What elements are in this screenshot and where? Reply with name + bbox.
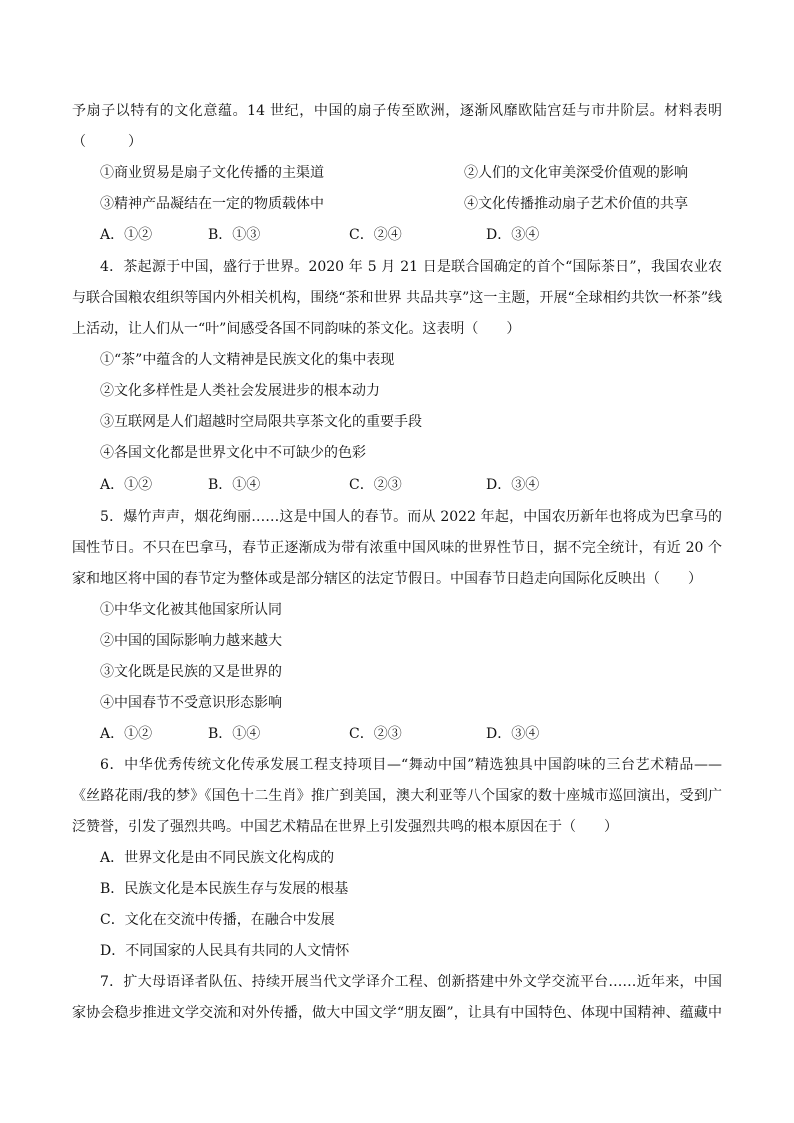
q3-choice-a: A．①② [100, 227, 153, 243]
q3-choice-c: C．②④ [349, 227, 402, 243]
q5-choice-b: B．①④ [208, 726, 261, 742]
q7-stem-line2: 家协会稳步推进文学交流和对外传播，做大中国文学“朋友圈”，让具有中国特色、体现中国精神、蕴藏中 [72, 1005, 722, 1021]
q4-stem-line3: 上活动，让人们从一“叶”间感受各国不同韵味的茶文化。这表明（ ） [72, 321, 521, 337]
q3-option-3: ③精神产品凝结在一定的物质载体中 [100, 196, 324, 212]
q5-option-2: ②中国的国际影响力越来越大 [100, 633, 282, 649]
q6-stem-line2: 《丝路花雨/我的梦》《国色十二生肖》推广到美国，澳大利亚等八个国家的数十座城市巡回演出，受到广 [72, 788, 722, 804]
q5-stem-line2: 国性节日。不只在巴拿马，春节正逐渐成为带有浓重中国风味的世界性节日，据不完全统计，有近 20 个 [72, 540, 722, 556]
q7-stem-line1: 7．扩大母语译者队伍、持续开展当代文学译介工程、创新搭建中外文学交流平台……近年来，中国 [100, 974, 722, 990]
q3-choices [100, 224, 700, 246]
q5-choices [100, 723, 700, 745]
q4-option-1: ①“茶”中蕴含的人文精神是民族文化的集中表现 [100, 352, 395, 368]
q4-option-3: ③互联网是人们超越时空局限共享茶文化的重要手段 [100, 414, 422, 430]
q4-option-4: ④各国文化都是世界文化中不可缺少的色彩 [100, 445, 366, 461]
q4-stem-line1: 4．茶起源于中国，盛行于世界。2020 年 5 月 21 日是联合国确定的首个“国际茶日”，我国农业农 [100, 259, 722, 275]
q4-choices [100, 474, 700, 496]
q5-choice-c: C．②③ [349, 726, 402, 742]
q3-option-4: ④文化传播推动扇子艺术价值的共享 [464, 196, 688, 212]
q4-stem-line2: 与联合国粮农组织等国内外相关机构，围绕“茶和世界 共品共享”这一主题，开展“全球相约共饮一杯茶”线 [72, 290, 722, 306]
q6-stem-line3: 泛赞誉，引发了强烈共鸣。中国艺术精品在世界上引发强烈共鸣的根本原因在于（ ） [72, 819, 618, 835]
q3-choice-b: B．①③ [208, 227, 261, 243]
q5-stem-line3: 家和地区将中国的春节定为整体或是部分辖区的法定节假日。中国春节日趋走向国际化反映出（ ） [72, 571, 702, 587]
q5-stem-line1: 5．爆竹声声，烟花绚丽……这是中国人的春节。而从 2022 年起，中国农历新年也将成为巴拿马的 [100, 509, 722, 525]
q4-choice-b: B．①④ [208, 477, 261, 493]
q4-choice-d: D．③④ [486, 477, 540, 493]
q3-option-2: ②人们的文化审美深受价值观的影响 [464, 165, 688, 181]
q5-choice-d: D．③④ [486, 726, 540, 742]
q6-option-b: B．民族文化是本民族生存与发展的根基 [100, 881, 349, 897]
q5-option-4: ④中国春节不受意识形态影响 [100, 695, 282, 711]
q6-stem-line1: 6．中华优秀传统文化传承发展工程支持项目—“舞动中国”精选独具中国韵味的三台艺术精品—— [100, 757, 722, 773]
q3-option-1: ①商业贸易是扇子文化传播的主渠道 [100, 165, 324, 181]
q3-choice-d: D．③④ [486, 227, 540, 243]
q4-choice-a: A．①② [100, 477, 153, 493]
q6-option-c: C．文化在交流中传播，在融合中发展 [100, 912, 335, 928]
q3-stem-line1: 予扇子以特有的文化意蕴。14 世纪，中国的扇子传至欧洲，逐渐风靡欧陆宫廷与市井阶层。材料表明 [72, 103, 722, 119]
q5-option-3: ③文化既是民族的又是世界的 [100, 664, 282, 680]
q3-answer-blank: （ ） [72, 134, 142, 150]
q5-option-1: ①中华文化被其他国家所认同 [100, 602, 282, 618]
q4-choice-c: C．②③ [349, 477, 402, 493]
q6-option-d: D．不同国家的人民具有共同的人文情怀 [100, 943, 350, 959]
q6-option-a: A．世界文化是由不同民族文化构成的 [100, 850, 335, 866]
q4-option-2: ②文化多样性是人类社会发展进步的根本动力 [100, 383, 380, 399]
q5-choice-a: A．①② [100, 726, 153, 742]
